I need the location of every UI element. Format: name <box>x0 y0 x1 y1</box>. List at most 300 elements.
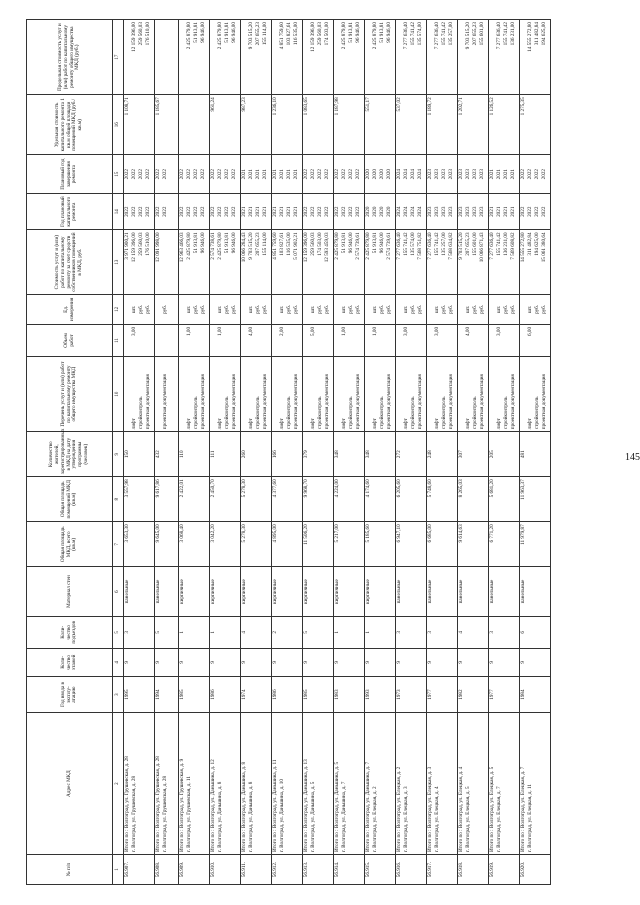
completion-year-line: 2022 <box>231 168 237 180</box>
cost-line: 116 535,00 <box>286 232 292 256</box>
address-line: г. Волгоград, ул. Елецкая, д. 5 <box>465 786 471 852</box>
unit-line: руб. <box>200 304 206 314</box>
specific-cost-cell <box>124 95 155 155</box>
total-area-cell: 3 653,30 <box>124 522 155 567</box>
column-index: 14 <box>113 193 124 229</box>
specific-cost-cell <box>179 95 210 155</box>
unit-line: руб. <box>534 304 540 314</box>
completion-year-line: 2022 <box>317 168 323 180</box>
works-cell <box>365 357 396 432</box>
works-line: стройконтроль <box>193 396 199 430</box>
column-index: 10 <box>113 357 124 432</box>
planned-year-line: 2022 <box>334 206 340 217</box>
cost-line: 12 091 998,00 <box>155 232 161 263</box>
wall-material-cell: кирпичные <box>241 567 272 616</box>
volume-line <box>139 327 146 354</box>
column-index-row <box>113 20 124 885</box>
specific-cost-cell <box>155 95 179 155</box>
entrances-cell: 1 <box>210 616 241 648</box>
unit-line: руб. <box>386 304 392 314</box>
premises-area-cell: 4 377,60 <box>272 477 303 522</box>
planned-year-cell <box>124 193 155 229</box>
volume-cell <box>179 324 210 356</box>
completion-year-cell <box>489 155 520 194</box>
specific-cost-line <box>218 97 225 152</box>
unit-cell <box>427 294 458 324</box>
table-body <box>124 20 551 885</box>
specific-cost-cell <box>489 95 520 155</box>
works-line: стройконтроль <box>348 396 354 430</box>
limit-cost-line: 259 560,03 <box>138 22 144 46</box>
specific-cost-line <box>256 97 263 152</box>
limit-cost-line: 207 655,23 <box>472 22 478 46</box>
residents-cell: 260 <box>241 432 272 477</box>
specific-cost-line <box>225 97 232 152</box>
unit-line: руб. <box>355 304 361 314</box>
address-line: г. Волгоград, ул. Елецкая, д. 3 <box>403 786 409 852</box>
unit-cell <box>241 294 272 324</box>
address-cell <box>179 713 210 855</box>
volume-line <box>418 327 425 354</box>
specific-cost-cell <box>427 95 458 155</box>
specific-cost-cell <box>396 95 427 155</box>
volume-line: 3,00 <box>434 326 440 336</box>
column-index: 1 <box>113 854 124 884</box>
address-line: Итого по : Волгоград, ул. Даньшина, д. 7 <box>365 761 371 852</box>
cost-cell <box>396 230 427 294</box>
volume-line: 5,00 <box>310 326 316 336</box>
limit-cost-line <box>163 22 170 92</box>
unit-line: руб. <box>479 304 485 314</box>
limit-cost-cell <box>334 20 365 95</box>
works-line: проектная документация <box>324 374 330 430</box>
residents-cell: 205 <box>489 432 520 477</box>
volume-line <box>449 327 456 354</box>
year-built-cell: 1995 <box>124 676 155 712</box>
planned-year-line: 2022 <box>527 206 533 217</box>
residents-cell: 348 <box>365 432 396 477</box>
address-line: г. Волгоград, ул. Даньшина, д. 7 <box>341 781 347 852</box>
residents-cell: 348 <box>334 432 365 477</box>
premises-area-cell: 9 617,86 <box>155 477 179 522</box>
unit-line: руб. <box>503 304 509 314</box>
planned-year-line: 2021 <box>248 206 254 217</box>
address-cell <box>427 713 458 855</box>
works-line: лифт <box>527 418 533 430</box>
cost-line: 155 601,00 <box>472 232 478 256</box>
unit-line: шт. <box>310 305 316 313</box>
completion-year-cell <box>458 155 489 194</box>
completion-year-line: 2022 <box>348 168 354 180</box>
column-index: 3 <box>113 676 124 712</box>
table-row <box>155 20 179 885</box>
cost-line: 10 066 284,43 <box>241 232 247 263</box>
works-line: стройконтроль <box>255 396 261 430</box>
volume-line: 4,00 <box>248 326 254 336</box>
volume-line <box>263 327 270 354</box>
entrances-cell: 4 <box>458 616 489 648</box>
unit-line: шт. <box>186 305 192 313</box>
wall-material-cell: панельные <box>124 567 155 616</box>
address-cell <box>365 713 396 855</box>
cost-cell <box>303 230 334 294</box>
unit-cell <box>179 294 210 324</box>
works-line: лифт <box>248 418 254 430</box>
total-area-cell: 9 614,63 <box>458 522 489 567</box>
planned-year-line: 2024 <box>417 206 423 217</box>
row-number-cell: 56.917. <box>427 854 458 884</box>
specific-cost-line <box>294 97 301 152</box>
cost-line: 155 741,42 <box>403 232 409 256</box>
limit-cost-line: 259 560,03 <box>317 22 323 46</box>
volume-cell <box>241 324 272 356</box>
floors-cell: 9 <box>489 648 520 676</box>
volume-cell <box>365 324 396 356</box>
completion-year-line <box>170 157 177 191</box>
wall-material-cell: кирпичные <box>210 567 241 616</box>
planned-year-line: 2022 <box>124 206 130 217</box>
planned-year-line: 2023 <box>448 206 454 217</box>
cost-line <box>170 232 177 291</box>
limit-cost-line: 7 277 636,40 <box>496 22 502 50</box>
specific-cost-cell <box>210 95 241 155</box>
specific-cost-line <box>263 97 270 152</box>
specific-cost-line: 1 185,67 <box>155 97 161 116</box>
cost-line: 155 114,00 <box>262 232 268 256</box>
specific-cost-cell <box>520 95 551 155</box>
cost-cell <box>520 230 551 294</box>
year-built-cell: 1977 <box>489 676 520 712</box>
works-line: стройконтроль <box>286 396 292 430</box>
works-cell <box>210 357 241 432</box>
completion-year-line: 2021 <box>496 168 502 180</box>
works-cell <box>458 357 489 432</box>
planned-year-line: 2022 <box>541 206 547 217</box>
cost-cell <box>210 230 241 294</box>
year-built-cell: 1983 <box>334 676 365 712</box>
total-area-cell: 9 645,00 <box>155 522 179 567</box>
residents-cell: 379 <box>303 432 334 477</box>
planned-year-cell <box>179 193 210 229</box>
volume-line <box>294 327 301 354</box>
works-cell <box>241 357 272 432</box>
limit-cost-line: 96 946,00 <box>386 22 392 43</box>
unit-line: шт. <box>403 305 409 313</box>
completion-year-line: 2023 <box>479 168 485 180</box>
works-line: проектная документация <box>162 374 168 430</box>
floors-cell: 9 <box>241 648 272 676</box>
volume-line <box>256 327 263 354</box>
unit-line: руб. <box>231 304 237 314</box>
unit-line: шт. <box>248 305 254 313</box>
planned-year-line: 2021 <box>489 206 495 217</box>
volume-cell <box>427 324 458 356</box>
planned-year-line: 2022 <box>138 206 144 217</box>
entrances-cell: 3 <box>489 616 520 648</box>
row-number-cell: 56.918. <box>458 854 489 884</box>
header-row <box>27 20 113 885</box>
entrances-cell: 1 <box>179 616 210 648</box>
completion-year-line: 2022 <box>210 168 216 180</box>
works-line: проектная документация <box>231 374 237 430</box>
completion-year-line: 2023 <box>458 168 464 180</box>
completion-year-line: 2022 <box>162 168 168 180</box>
volume-line <box>194 327 201 354</box>
unit-line: руб. <box>541 304 547 314</box>
year-built-cell: 1977 <box>427 676 458 712</box>
volume-line <box>411 327 418 354</box>
cost-line: 12 159 396,00 <box>303 232 309 263</box>
works-line: стройконтроль <box>534 396 540 430</box>
entrances-cell: 3 <box>427 616 458 648</box>
premises-area-cell: 8 265,03 <box>458 477 489 522</box>
volume-cell <box>334 324 365 356</box>
specific-cost-line <box>411 97 418 152</box>
address-line: г. Волгоград, ул. Елецкая, д. 7 <box>496 786 502 852</box>
volume-line <box>318 327 325 354</box>
unit-line: шт. <box>217 305 223 313</box>
specific-cost-line: 987,23 <box>241 97 247 112</box>
wall-material-cell: кирпичные <box>179 567 210 616</box>
cost-line: 103 827,61 <box>279 232 285 256</box>
planned-year-line: 2022 <box>186 206 192 217</box>
unit-line: шт. <box>131 305 137 313</box>
planned-year-line: 2024 <box>396 206 402 217</box>
header-cell: Количество жителей, зарегистрированных в МКД на дату утверждения программы (человек) <box>27 432 113 477</box>
planned-year-line: 2022 <box>341 206 347 217</box>
works-line: лифт <box>279 418 285 430</box>
cost-cell <box>179 230 210 294</box>
works-line: стройконтроль <box>503 396 509 430</box>
limit-cost-line: 96 946,00 <box>200 22 206 43</box>
cost-line: 12 159 396,00 <box>131 232 137 263</box>
header-cell: Материал стен <box>27 567 113 616</box>
unit-line: руб. <box>417 304 423 314</box>
column-index: 7 <box>113 522 124 567</box>
cost-line: 311 482,84 <box>527 232 533 256</box>
volume-line <box>170 327 177 354</box>
unit-line: руб. <box>293 304 299 314</box>
completion-year-line: 2022 <box>200 168 206 180</box>
planned-year-line: 2020 <box>365 206 371 217</box>
year-built-cell: 1974 <box>241 676 272 712</box>
planned-year-line: 2022 <box>179 206 185 217</box>
planned-year-line: 2022 <box>317 206 323 217</box>
limit-cost-line: 12 159 396,00 <box>131 22 137 52</box>
completion-year-cell <box>427 155 458 194</box>
column-index: 4 <box>113 648 124 676</box>
unit-line: шт. <box>434 305 440 313</box>
entrances-cell: 2 <box>272 616 303 648</box>
total-area-cell: 3 042,20 <box>210 522 241 567</box>
unit-line: руб. <box>162 304 168 314</box>
completion-year-line: 2024 <box>403 168 409 180</box>
floors-cell: 9 <box>303 648 334 676</box>
cost-line: 51 913,81 <box>372 232 378 254</box>
planned-year-cell <box>520 193 551 229</box>
completion-year-line: 2024 <box>396 168 402 180</box>
completion-year-line: 2022 <box>341 168 347 180</box>
volume-line <box>287 327 294 354</box>
works-cell <box>489 357 520 432</box>
volume-line <box>156 327 163 354</box>
table-row <box>396 20 427 885</box>
cost-line: 9 703 515,20 <box>248 232 254 260</box>
column-index: 17 <box>113 20 124 95</box>
specific-cost-line <box>418 97 425 152</box>
volume-cell <box>303 324 334 356</box>
year-built-cell: 1994 <box>155 676 179 712</box>
address-line: г. Волгоград, ул. Даньшина, д. 8 <box>248 781 254 852</box>
address-cell <box>272 713 303 855</box>
premises-area-cell: 5 278,30 <box>241 477 272 522</box>
residents-cell: 481 <box>520 432 551 477</box>
planned-year-line: 2022 <box>231 206 237 217</box>
specific-cost-line: 1 126,52 <box>489 97 495 116</box>
works-cell <box>303 357 334 432</box>
unit-cell <box>520 294 551 324</box>
year-built-cell: 1986 <box>272 676 303 712</box>
volume-line <box>511 327 518 354</box>
specific-cost-line: 1 189,72 <box>427 97 433 116</box>
volume-line <box>387 327 394 354</box>
volume-cell <box>520 324 551 356</box>
specific-cost-line <box>187 97 194 152</box>
unit-cell <box>124 294 155 324</box>
entrances-cell: 6 <box>520 616 551 648</box>
row-number-cell: 56.908. <box>155 854 179 884</box>
unit-cell <box>396 294 427 324</box>
completion-year-line: 2021 <box>510 168 516 180</box>
cost-line: 2 574 739,61 <box>386 232 392 260</box>
entrances-cell: 4 <box>241 616 272 648</box>
works-line: лифт <box>131 418 137 430</box>
specific-cost-line <box>387 97 394 152</box>
works-line: проектная документация <box>145 374 151 430</box>
row-number-cell: 56.914. <box>334 854 365 884</box>
header-cell: Объем работ <box>27 324 113 356</box>
works-line: лифт <box>186 418 192 430</box>
specific-cost-line <box>528 97 535 152</box>
cost-line: 51 913,81 <box>224 232 230 254</box>
completion-year-line: 2024 <box>417 168 423 180</box>
limit-cost-cell <box>458 20 489 95</box>
premises-area-cell: 11 963,37 <box>520 477 551 522</box>
unit-line: руб. <box>145 304 151 314</box>
limit-cost-line: 9 703 515,20 <box>248 22 254 50</box>
residents-cell: 111 <box>210 432 241 477</box>
header-cell: Коли- чество этажей <box>27 648 113 676</box>
planned-year-cell <box>396 193 427 229</box>
planned-year-line: 2023 <box>458 206 464 217</box>
specific-cost-cell <box>458 95 489 155</box>
address-line: Итого по : Волгоград, ул. Грушевская, д. 9 <box>179 758 185 852</box>
wall-material-cell: панельные <box>489 567 520 616</box>
address-line: Итого по : Волгоград, ул. Даньшина, д. 13 <box>303 759 309 852</box>
works-line: стройконтроль <box>410 396 416 430</box>
planned-year-line: 2022 <box>155 206 161 217</box>
specific-cost-line <box>449 97 456 152</box>
limit-cost-line: 2 425 879,80 <box>341 22 347 50</box>
cost-line: 2 574 738,61 <box>210 232 216 260</box>
specific-cost-line <box>170 97 177 152</box>
cost-cell <box>427 230 458 294</box>
planned-year-line: 2022 <box>217 206 223 217</box>
address-line: г. Волгоград, ул. Елецкая, д. 4 <box>434 786 440 852</box>
specific-cost-line <box>380 97 387 152</box>
unit-line: руб. <box>441 304 447 314</box>
limit-cost-cell <box>179 20 210 95</box>
completion-year-line: 2022 <box>124 168 130 180</box>
address-line: Итого по : Волгоград, ул. Елецкая, д. 7 <box>520 766 526 852</box>
limit-cost-line: 14 555 272,80 <box>527 22 533 52</box>
completion-year-line: 2021 <box>272 168 278 180</box>
entrances-cell: 3 <box>124 616 155 648</box>
address-line: г. Волгоград, ул. Грушевская, д. 28 <box>162 775 168 852</box>
volume-line <box>542 327 549 354</box>
works-line: проектная документация <box>417 374 423 430</box>
volume-line: 1,00 <box>341 326 347 336</box>
works-line: лифт <box>465 418 471 430</box>
address-line: г. Волгоград, ул. Елецкая, д. 11 <box>527 784 533 852</box>
unit-line: шт. <box>527 305 533 313</box>
premises-area-cell: 2 450,70 <box>210 477 241 522</box>
completion-year-line: 2022 <box>534 168 540 180</box>
cost-line: 174 503,00 <box>317 232 323 256</box>
cost-cell <box>489 230 520 294</box>
total-area-cell: 11 979,87 <box>520 522 551 567</box>
works-cell <box>334 357 365 432</box>
specific-cost-line <box>249 97 256 152</box>
completion-year-line: 2021 <box>248 168 254 180</box>
specific-cost-line <box>232 97 239 152</box>
cost-line: 2 574 739,61 <box>355 232 361 260</box>
address-line: г. Волгоград, ул. Даньшина, д. 5 <box>310 781 316 852</box>
row-number-cell: 56.916. <box>396 854 427 884</box>
specific-cost-line: 1 108,71 <box>124 97 130 116</box>
planned-year-line: 2024 <box>410 206 416 217</box>
unit-cell <box>334 294 365 324</box>
address-cell <box>124 713 155 855</box>
cost-line: 207 655,23 <box>255 232 261 256</box>
completion-year-line: 2022 <box>193 168 199 180</box>
completion-year-line: 2022 <box>155 168 161 180</box>
cost-line: 7 277 636,40 <box>396 232 402 260</box>
row-number-cell: 56.919. <box>489 854 520 884</box>
unit-line: шт. <box>341 305 347 313</box>
table-row <box>427 20 458 885</box>
entrances-cell: 1 <box>334 616 365 648</box>
table-row <box>303 20 334 885</box>
planned-year-line: 2022 <box>145 206 151 217</box>
planned-year-line: 2021 <box>510 206 516 217</box>
completion-year-cell <box>210 155 241 194</box>
volume-line <box>349 327 356 354</box>
works-line <box>170 359 177 429</box>
planned-year-line: 2021 <box>286 206 292 217</box>
column-index: 15 <box>113 155 124 194</box>
planned-year-line: 2022 <box>131 206 137 217</box>
planned-year-line: 2023 <box>434 206 440 217</box>
limit-cost-cell <box>396 20 427 95</box>
address-line: Итого по : Волгоград, ул. Елецкая, д. 2 <box>396 766 402 852</box>
header-cell: Плановый год завершения ремонта <box>27 155 113 194</box>
unit-line: руб. <box>448 304 454 314</box>
column-index: 9 <box>113 432 124 477</box>
capital-repair-table <box>26 19 551 885</box>
premises-area-cell: 6 205,60 <box>396 477 427 522</box>
column-index: 2 <box>113 713 124 855</box>
